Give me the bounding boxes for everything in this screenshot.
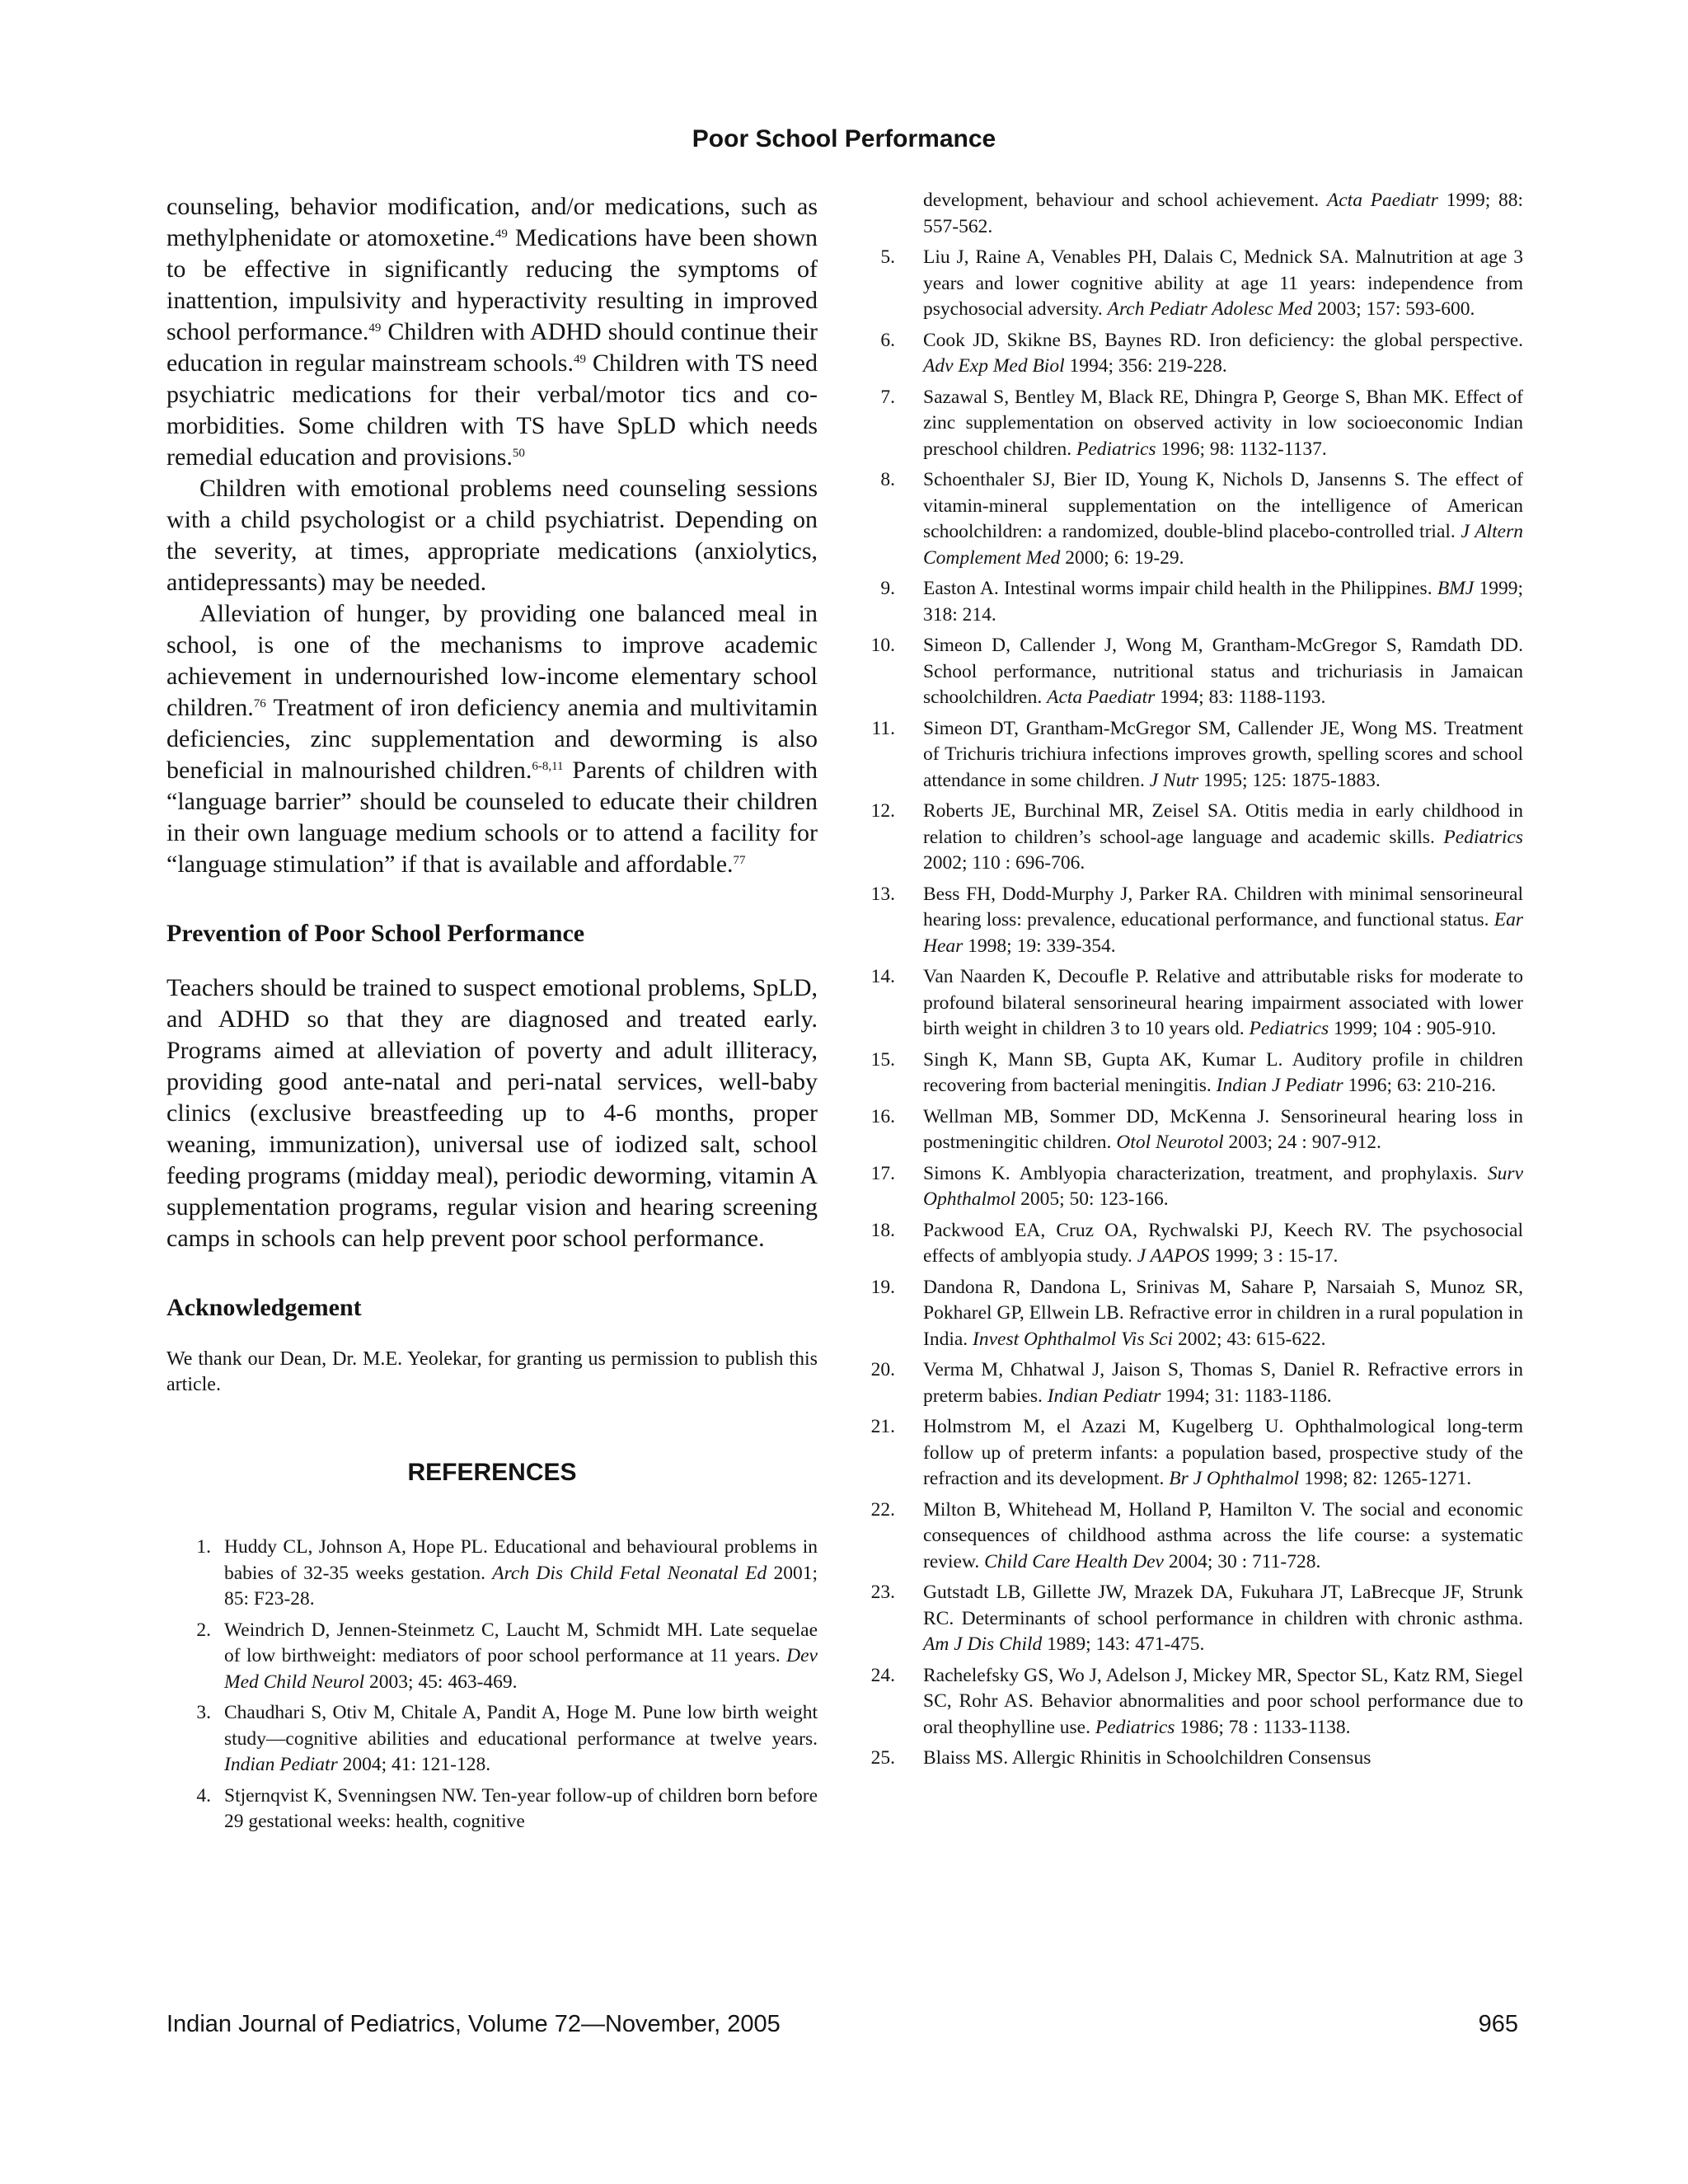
reference-citation: 1996; 98: 1132-1137. — [1156, 438, 1327, 460]
reference-item — [870, 1161, 1523, 1213]
journal-name: Indian Pediatr — [1047, 1385, 1161, 1407]
reference-number: 7. — [880, 386, 895, 408]
reference-citation: 1989; 143: 471-475. — [1042, 1633, 1205, 1655]
citation-sup: 77 — [733, 854, 746, 867]
journal-name: Indian Pediatr — [224, 1754, 338, 1775]
citation-sup: 76 — [253, 697, 266, 710]
reference-number: 23. — [870, 1582, 895, 1603]
reference-item — [870, 1047, 1523, 1099]
reference-text: Simons K. Amblyopia characterization, treatment, and prophylaxis. — [923, 1162, 1488, 1184]
reference-item — [882, 385, 1523, 463]
reference-citation: 1999; 3 : 15-17. — [1209, 1245, 1339, 1267]
reference-number: 22. — [870, 1498, 895, 1521]
journal-name: Arch Dis Child Fetal Neonatal Ed — [492, 1562, 767, 1584]
reference-item — [882, 328, 1523, 380]
reference-citation: 2003; 45: 463-469. — [364, 1671, 518, 1693]
journal-name: Acta Paediatr — [1047, 687, 1156, 708]
reference-citation: 2001; 85: F23-28. — [224, 1562, 818, 1610]
reference-text: Singh K, Mann SB, Gupta AK, Kumar L. Auditory profile in children recovering from bacterial meningitis. — [923, 1048, 1523, 1096]
reference-text: Simeon D, Callender J, Wong M, Grantham-McGregor S, Ramdath DD. School performance, nutritional status and trichuriasis in Jamaican schoolchildren. — [923, 635, 1523, 708]
reference-citation: 1996; 63: 210-216. — [1343, 1075, 1497, 1096]
prevention-heading: Prevention of Poor School Performance — [166, 920, 585, 947]
reference-text: Weindrich D, Jennen-Steinmetz C, Laucht M, Schmidt MH. Late sequelae of low birthweight: mediators of poor school performance at 11 years. — [224, 1619, 818, 1666]
reference-citation: 1994; 356: 219-228. — [1064, 355, 1227, 377]
reference-item — [870, 882, 1523, 960]
reference-item — [870, 1275, 1523, 1353]
reference-item — [870, 1663, 1523, 1741]
reference-citation: 2005; 50: 123-166. — [1015, 1188, 1169, 1210]
prevention-paragraph: Teachers should be trained to suspect emotional problems, SpLD, and ADHD so that they are diagnosed and treated early. Programs aimed at alleviation of poverty and adult illiteracy, providing good ante-natal and peri-natal services, well-baby clinics (exclusive breastfeeding up to 4-6 months, proper weaning, immunization), universal use of iodized salt, school feeding programs (midday meal), periodic deworming, vitamin A supplementation programs, regular vision and hearing screening camps in schools can help prevent poor school performance. — [166, 974, 818, 1252]
reference-number: 2. — [196, 1619, 211, 1641]
reference-item — [870, 1497, 1523, 1576]
reference-number: 17. — [870, 1162, 895, 1184]
reference-item — [882, 245, 1523, 323]
reference-item — [166, 1618, 818, 1696]
reference-citation: 1999; 318: 214. — [923, 578, 1524, 626]
reference-text: Dandona R, Dandona L, Srinivas M, Sahare P, Narsaiah S, Munoz SR, Pokharel GP, Ellwein LB. Refractive error in children in a rural population in India. — [923, 1276, 1523, 1350]
reference-number: 24. — [870, 1664, 895, 1686]
reference-number: 19. — [870, 1276, 895, 1298]
footer-journal-info: Indian Journal of Pediatrics, Volume 72—November, 2005 — [166, 2011, 781, 2037]
reference-number: 16. — [870, 1105, 895, 1127]
citation-sup: 6-8,11 — [532, 760, 564, 773]
reference-number: 20. — [870, 1359, 895, 1380]
left-column — [166, 191, 818, 1840]
reference-number: 8. — [880, 469, 895, 490]
journal-name: J Altern Complement Med — [923, 521, 1523, 569]
reference-number: 6. — [880, 329, 895, 351]
reference-text: Chaudhari S, Otiv M, Chitale A, Pandit A, Hoge M. Pune low birth weight study—cognitive abilities and educational performance at twelve years. — [224, 1702, 818, 1750]
reference-citation: 1994; 83: 1188-1193. — [1155, 687, 1326, 708]
body-paragraph — [166, 191, 818, 473]
reference-item — [166, 1783, 818, 1835]
reference-item — [882, 576, 1523, 628]
reference-citation: 2004; 41: 121-128. — [337, 1754, 491, 1775]
reference-item — [166, 1700, 818, 1779]
reference-text: Liu J, Raine A, Venables PH, Dalais C, Mednick SA. Malnutrition at age 3 years and lower cognitive ability at age 11 years: independence from psychosocial adversity. — [923, 246, 1523, 320]
journal-name: J AAPOS — [1137, 1245, 1210, 1267]
reference-text: Bess FH, Dodd-Murphy J, Parker RA. Children with minimal sensorineural hearing loss: prevalence, educational performance, and functional status. — [923, 883, 1523, 930]
reference-text: Holmstrom M, el Azazi M, Kugelberg U. Ophthalmological long-term follow up of preterm infants: a population based, prospective study of the refraction and its development. — [923, 1416, 1523, 1489]
reference-text: Van Naarden K, Decoufle P. Relative and attributable risks for moderate to profound bilateral sensorineural hearing impairment associated with lower birth weight in children 3 to 10 years old. — [923, 966, 1523, 1039]
reference-citation: 1999; 88: 557-562. — [923, 190, 1523, 237]
reference-citation: 1998; 82: 1265-1271. — [1299, 1468, 1472, 1489]
reference-text: Blaiss MS. Allergic Rhinitis in Schoolchildren Consensus — [923, 1747, 1372, 1769]
journal-name: BMJ — [1437, 578, 1475, 599]
reference-continuation — [882, 188, 1523, 240]
reference-citation: 2002; 110 : 696-706. — [923, 852, 1085, 874]
reference-item — [870, 964, 1523, 1043]
citation-sup: 49 — [573, 353, 586, 366]
citation-sup: 49 — [495, 227, 508, 241]
para-text: Children with emotional problems need counseling sessions with a child psychologist or a child psychiatrist. Depending on the severity, at times, appropriate medications (anxiolytics, antidepressants) may be needed. — [166, 475, 818, 596]
reference-text: Rachelefsky GS, Wo J, Adelson J, Mickey MR, Spector SL, Katz RM, Siegel SC, Rohr AS. Behavior abnormalities and poor school performance due to oral theophylline use. — [923, 1664, 1523, 1738]
reference-number: 15. — [870, 1048, 895, 1071]
body-paragraph — [166, 473, 818, 598]
reference-item — [870, 799, 1523, 877]
reference-citation: 1995; 125: 1875-1883. — [1198, 769, 1381, 791]
right-column — [870, 190, 1524, 1777]
reference-text: Stjernqvist K, Svenningsen NW. Ten-year follow-up of children born before 29 gestational weeks: health, cognitive — [224, 1784, 818, 1832]
reference-number: 11. — [871, 717, 895, 739]
reference-number: 25. — [870, 1747, 895, 1769]
journal-name: Am J Dis Child — [923, 1633, 1043, 1655]
references-title: REFERENCES — [407, 1459, 577, 1486]
reference-citation: 2000; 6: 19-29. — [1060, 546, 1184, 569]
journal-name: Surv Ophthalmol — [923, 1162, 1523, 1210]
body-paragraph — [166, 598, 818, 880]
para-text: Parents of children with “language barrier” should be counseled to educate their children in their own language medium schools or to attend a facility for “language stimulation” if that is available and affordable. — [166, 757, 818, 878]
para-text: Alleviation of hunger, by providing one balanced meal in school, is one of the mechanisms to improve academic achievement in undernourished low-income elementary school children. — [166, 600, 818, 721]
journal-name: Child Care Health Dev — [984, 1550, 1164, 1572]
para-text: counseling, behavior modification, and/or medications, such as methylphenidate or atomoxetine. — [166, 193, 818, 251]
journal-name: Acta Paediatr — [1326, 190, 1438, 211]
reference-number: 1. — [196, 1536, 211, 1558]
reference-number: 13. — [870, 883, 895, 905]
citation-sup: 50 — [512, 447, 525, 460]
reference-text: Roberts JE, Burchinal MR, Zeisel SA. Otitis media in early childhood in relation to children’s school-age language and academic skills. — [923, 800, 1523, 848]
journal-name: Br J Ophthalmol — [1169, 1468, 1300, 1489]
reference-text: Huddy CL, Johnson A, Hope PL. Educational and behavioural problems in babies of 32-35 weeks gestation. — [224, 1536, 818, 1584]
reference-number: 18. — [870, 1219, 895, 1241]
reference-text: Milton B, Whitehead M, Holland P, Hamilton V. The social and economic consequences of childhood asthma across the life course: a systematic review. — [923, 1498, 1523, 1572]
reference-text: development, behaviour and school achievement. — [923, 190, 1327, 211]
reference-number: 12. — [870, 800, 895, 822]
journal-name: Pediatrics — [1076, 438, 1156, 460]
reference-text: Packwood EA, Cruz OA, Rychwalski PJ, Keech RV. The psychosocial effects of amblyopia study. — [923, 1219, 1523, 1267]
reference-number: 5. — [880, 246, 895, 268]
reference-number: 10. — [870, 635, 895, 656]
para-text: Children with ADHD should continue their education in regular mainstream schools. — [166, 318, 818, 377]
reference-number: 3. — [196, 1702, 211, 1723]
journal-name: Invest Ophthalmol Vis Sci — [973, 1328, 1174, 1350]
acknowledgement-text: We thank our Dean, Dr. M.E. Yeolekar, for granting us permission to publish this article. — [166, 1348, 818, 1395]
reference-text: Easton A. Intestinal worms impair child health in the Philippines. — [923, 578, 1437, 599]
para-text: Children with TS need psychiatric medications for their verbal/motor tics and co-morbidities. Some children with TS have SpLD which needs remedial education and provisions. — [166, 349, 818, 471]
reference-citation: 2004; 30 : 711-728. — [1163, 1550, 1321, 1572]
reference-item — [870, 1746, 1523, 1772]
reference-item — [871, 716, 1523, 794]
reference-number: 9. — [880, 578, 895, 599]
reference-citation: 1994; 31: 1183-1186. — [1160, 1385, 1332, 1407]
reference-item — [882, 467, 1523, 571]
journal-name: Dev Med Child Neurol — [224, 1645, 818, 1693]
reference-citation: 2002; 43: 615-622. — [1173, 1328, 1326, 1350]
journal-name: Pediatrics — [1443, 826, 1523, 848]
acknowledgement-heading: Acknowledgement — [166, 1294, 362, 1321]
reference-item — [870, 1104, 1523, 1156]
reference-list-right — [870, 245, 1524, 1772]
reference-text: Schoenthaler SJ, Bier ID, Young K, Nichols D, Jansenns S. The effect of vitamin-mineral supplementation on the intelligence of American schoolchildren: a randomized, double-blind placebo-controlled trial. — [923, 469, 1523, 542]
reference-text: Gutstadt LB, Gillette JW, Mrazek DA, Fukuhara JT, LaBrecque JF, Strunk RC. Determinants of school performance in children with chronic asthma. — [923, 1582, 1523, 1629]
running-title: Poor School Performance — [692, 125, 996, 152]
para-text: Medications have been shown to be effective in significantly reducing the symptoms of inattention, impulsivity and hyperactivity resulting in improved school performance. — [166, 224, 818, 345]
reference-citation: 2003; 157: 593-600. — [1312, 298, 1475, 320]
journal-name: Arch Pediatr Adolesc Med — [1107, 298, 1313, 320]
reference-number: 14. — [870, 966, 895, 987]
journal-name: Otol Neurotol — [1116, 1132, 1224, 1153]
reference-citation: 1986; 78 : 1133-1138. — [1175, 1716, 1351, 1738]
reference-item — [166, 1535, 818, 1613]
reference-item — [870, 1357, 1523, 1409]
citation-sup: 49 — [368, 321, 382, 335]
page-number: 965 — [1478, 2011, 1518, 2037]
para-text: Treatment of iron deficiency anemia and multivitamin deficiencies, zinc supplementation and deworming is also beneficial in malnourished children. — [166, 694, 818, 784]
reference-number: 4. — [196, 1784, 211, 1807]
journal-name: Pediatrics — [1095, 1716, 1175, 1738]
reference-item — [870, 1218, 1523, 1270]
reference-item — [870, 1414, 1523, 1493]
reference-list-left — [166, 1535, 818, 1835]
reference-text: Verma M, Chhatwal J, Jaison S, Thomas S, Daniel R. Refractive errors in preterm babies. — [923, 1359, 1523, 1407]
reference-item — [870, 633, 1523, 711]
reference-text: Cook JD, Skikne BS, Baynes RD. Iron deficiency: the global perspective. — [923, 329, 1523, 351]
reference-citation: 1998; 19: 339-354. — [963, 935, 1116, 957]
journal-name: Pediatrics — [1249, 1018, 1329, 1039]
journal-name: J Nutr — [1149, 769, 1199, 791]
reference-item — [870, 1580, 1523, 1658]
journal-name: Ear Hear — [923, 909, 1523, 957]
journal-name: Adv Exp Med Biol — [923, 355, 1065, 377]
reference-text: Wellman MB, Sommer DD, McKenna J. Sensorineural hearing loss in postmeningitic children. — [923, 1105, 1523, 1153]
reference-text: Sazawal S, Bentley M, Black RE, Dhingra P, George S, Bhan MK. Effect of zinc supplementation on observed activity in low socioeconomic Indian preschool children. — [923, 386, 1523, 460]
reference-number: 21. — [870, 1416, 895, 1437]
reference-citation: 2003; 24 : 907-912. — [1223, 1132, 1381, 1153]
journal-name: Indian J Pediatr — [1216, 1075, 1343, 1096]
reference-text: Simeon DT, Grantham-McGregor SM, Callender JE, Wong MS. Treatment of Trichuris trichiura infections improves growth, spelling scores and school attendance in some children. — [923, 717, 1523, 791]
reference-citation: 1999; 104 : 905-910. — [1329, 1018, 1497, 1039]
